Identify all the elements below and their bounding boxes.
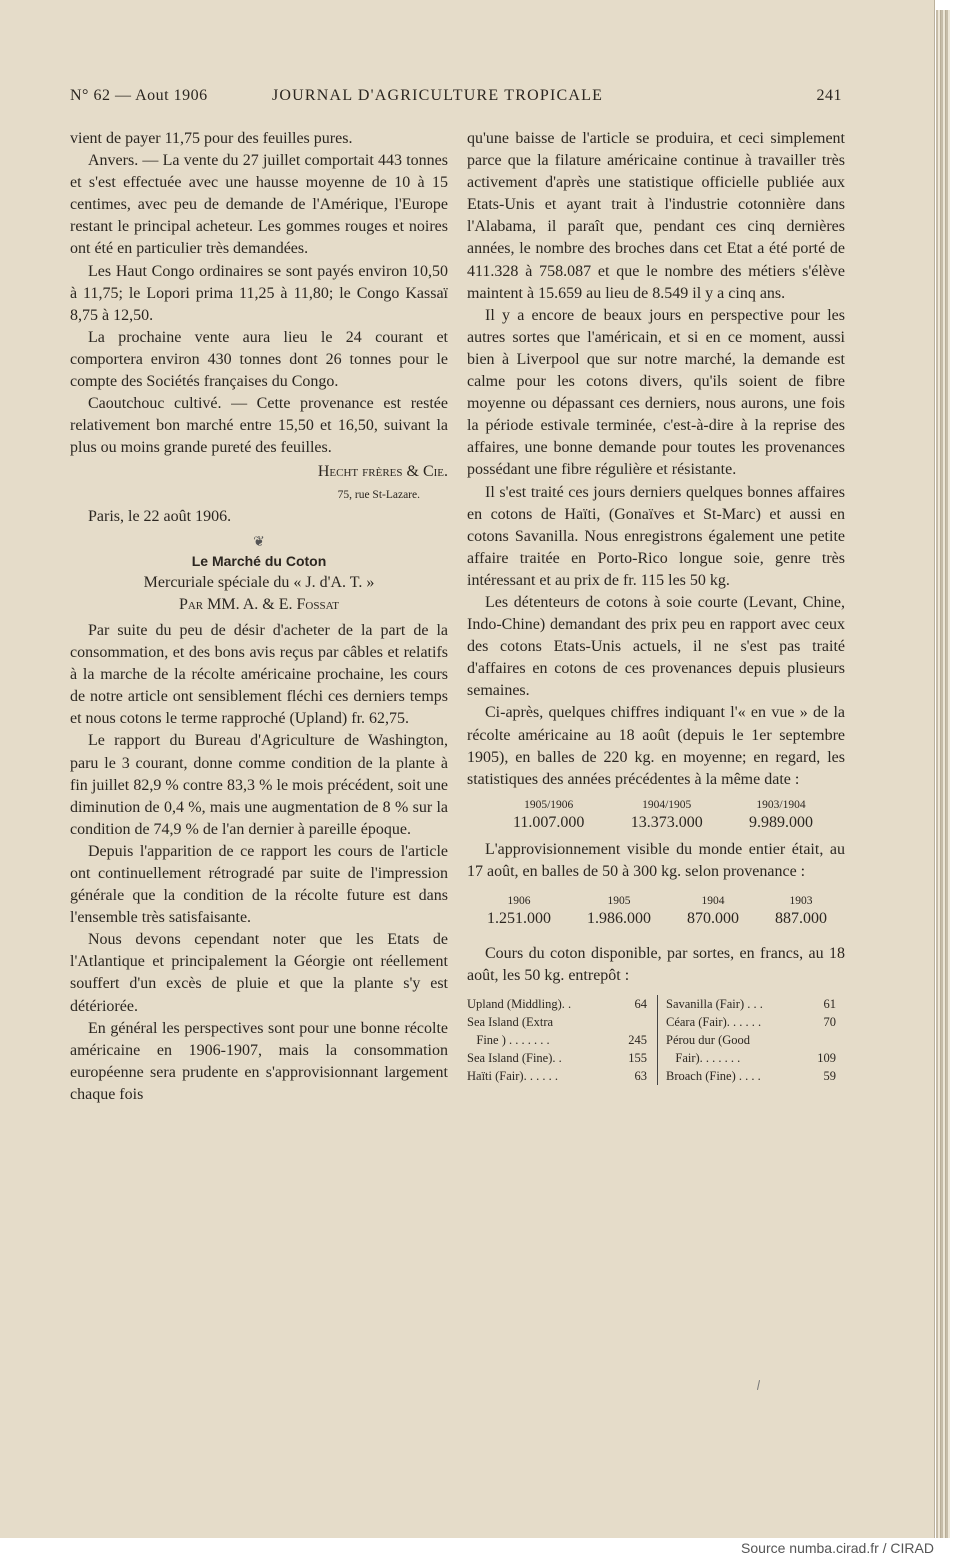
left-column bbox=[70, 128, 448, 1106]
stat-value: 887.000 bbox=[775, 910, 827, 927]
paragraph: qu'une baisse de l'article se produira, et ceci simplement parce que la filature américaine continue à travailler très activement d'après une statistique officielle publiée aux Etats-Unis et ayant trait à l'industrie cotonnière dans l'Alabama, il paraît que, pendant ces cinq dernières années, le nombre des broches dans cet Etat a été porté de 411.328 à 758.087 et que le nombre des métiers s'élève maintent à 15.659 au lieu de 8.549 il y a cinq ans. bbox=[467, 130, 845, 302]
stat-value: 1.251.000 bbox=[487, 910, 551, 927]
stat-year: 1905/1906 bbox=[524, 798, 574, 811]
cotton-grade: Sea Island (Extra bbox=[467, 1015, 554, 1030]
cotton-grade: Haïti (Fair). . . . . . bbox=[467, 1069, 558, 1084]
stat-year: 1906 bbox=[507, 895, 531, 907]
stat-value: 13.373.000 bbox=[630, 813, 703, 831]
stat-value: 1.986.000 bbox=[587, 910, 651, 927]
stat-year: 1904/1905 bbox=[642, 798, 692, 811]
paragraph: Par suite du peu de désir d'acheter de la part de la consommation, et des bons avis reçus par câbles et relatifs à la marche de la récolte américaine prochaine, les cours de notre article ont sensiblement fléchi ces derniers temps et nous cotons le terme rapproché (Upland) fr. 62,75. bbox=[70, 621, 448, 728]
cotton-grade: Fair). . . . . . . bbox=[666, 1051, 741, 1066]
journal-title: JOURNAL D'AGRICULTURE TROPICALE bbox=[272, 87, 604, 104]
cotton-grade: Savanilla (Fair) . . . bbox=[666, 997, 763, 1012]
price-value: 61 bbox=[823, 997, 836, 1012]
subtitle-mercuriale: Mercuriale spéciale du « J. d'A. T. » bbox=[143, 573, 375, 591]
cotton-grade: Broach (Fine) . . . . bbox=[666, 1069, 761, 1084]
stat-year: 1904 bbox=[701, 895, 725, 907]
running-header bbox=[66, 84, 846, 110]
paragraph: Les Haut Congo ordinaires se sont payés environ 10,50 à 11,75; le Lopori prima 11,25 à 11,80; le Congo Kassaï 8,75 à 12,50. bbox=[70, 262, 448, 324]
paragraph-anvers: Anvers. — La vente du 27 juillet comportait 443 tonnes et s'est effectuée avec une hausse moyenne de 10 à 15 centimes, avec peu de demande de l'Amérique, l'Europe restant le principal acheteur. Les gommes rouges et noires ont été en particulier très demandées. bbox=[70, 152, 448, 258]
source-caption: Source numba.cirad.fr / CIRAD bbox=[741, 1540, 934, 1556]
paragraph: En général les perspectives sont pour une bonne récolte américaine en 1906-1907, mais la consommation européenne sera prudente en s'approvisionnant largement chaque fois bbox=[70, 1019, 448, 1103]
cotton-grade: Céara (Fair). . . . . . bbox=[666, 1015, 762, 1030]
stat-year: 1905 bbox=[607, 895, 631, 907]
stat-cell bbox=[587, 893, 651, 929]
paragraph: La prochaine vente aura lieu le 24 courant et comportera environ 430 tonnes dont 26 tonnes pour le compte des Sociétés françaises du Congo. bbox=[70, 328, 448, 391]
cotton-grade: Upland (Middling). . bbox=[467, 997, 572, 1012]
stat-cell bbox=[687, 893, 739, 929]
price-row bbox=[467, 1013, 647, 1031]
price-value: 63 bbox=[634, 1069, 647, 1084]
stat-value: 11.007.000 bbox=[513, 813, 585, 831]
paragraph: Nous devons cependant noter que les Etats de l'Atlantique et principalement la Géorgie ont réellement souffert d'un excès de pluie et que la plante s'y est détériorée. bbox=[70, 931, 448, 1015]
stat-value: 9.989.000 bbox=[749, 813, 813, 831]
right-column bbox=[467, 128, 845, 1085]
price-list-left bbox=[467, 995, 647, 1085]
price-value: 59 bbox=[823, 1069, 836, 1084]
price-value: 155 bbox=[628, 1051, 647, 1066]
signature: Hecht frères & Cie. bbox=[317, 463, 448, 481]
price-row bbox=[666, 1013, 836, 1031]
price-row bbox=[467, 1049, 647, 1067]
crop-stats-table bbox=[513, 797, 813, 833]
price-row bbox=[467, 1067, 647, 1085]
price-value: 109 bbox=[817, 1051, 836, 1066]
dateline: Paris, le 22 août 1906. bbox=[88, 507, 232, 525]
page-fold-edge bbox=[936, 10, 950, 1538]
cotton-grade: Fine ) . . . . . . . bbox=[467, 1033, 550, 1048]
price-row bbox=[666, 1067, 836, 1085]
stat-cell bbox=[631, 797, 703, 833]
paragraph: vient de payer 11,75 pour des feuilles pures. bbox=[70, 130, 353, 147]
price-row bbox=[467, 995, 647, 1013]
stat-cell bbox=[487, 893, 551, 929]
subtitle-authors: Par MM. A. & E. Fossat bbox=[178, 595, 340, 613]
stat-cell bbox=[775, 893, 827, 929]
price-row bbox=[666, 1049, 836, 1067]
cotton-grade: Pérou dur (Good bbox=[666, 1033, 751, 1048]
supply-stats-table bbox=[487, 893, 827, 929]
stat-year: 1903/1904 bbox=[756, 798, 806, 811]
paragraph: Il y a encore de beaux jours en perspective pour les autres sortes que l'américain, et si en ce moment, aussi bien à Liverpool que sur notre marché, la demande est calme pour les cotons divers, qu'ils soient de fibre moyenne ou dépassant ces derniers, nous aurons, une fois la période estivale terminée, c'est-à-dire à la reprise des affaires, une bonne demande pour toutes les provenances possédant une fibre régulière et résistante. bbox=[467, 306, 845, 479]
price-row bbox=[666, 1031, 836, 1049]
paragraph-caoutchouc: Caoutchouc cultivé. — Cette provenance est restée relativement bon marché entre 15,50 et 16,50, suivant la plus ou moins grande pureté des feuilles. bbox=[70, 395, 448, 457]
paragraph: Les détenteurs de cotons à soie courte (Levant, Chine, Indo-Chine) demandant des prix peu en rapport avec ceux des cotons Etats-Unis actuels, il ne s'est pas traité d'affaires en cotons de ces provenances depuis plusieurs semaines. bbox=[467, 593, 845, 700]
paragraph: Depuis l'apparition de ce rapport les cours de l'article ont continuellement rétrogradé par suite de l'impression générale que la condition de la récolte future est dans l'ensemble très satisfaisante. bbox=[70, 842, 448, 927]
page-number: 241 bbox=[816, 87, 842, 104]
stat-cell bbox=[513, 797, 584, 833]
paragraph: Le rapport du Bureau d'Agriculture de Washington, paru le 3 courant, donne comme condition de la plante à fin juillet 82,9 % contre 83,3 % le mois précédent, soit une diminution de 0,4 %, mais une augmentation de 8 % sur la condition de 74,9 % de l'an dernier à pareille époque. bbox=[70, 732, 448, 838]
address: 75, rue St-Lazare. bbox=[337, 488, 420, 501]
stat-cell bbox=[749, 797, 813, 833]
price-list-right bbox=[657, 995, 836, 1085]
ornament-icon: ❦ bbox=[253, 534, 265, 550]
price-list bbox=[467, 995, 845, 1085]
paragraph: Ci-après, quelques chiffres indiquant l'« en vue » de la récolte américaine au 18 août (depuis le 1er septembre 1905), en balles de 220 kg. en moyenne; en regard, les statistiques des années précédentes à la même date : bbox=[467, 704, 845, 788]
stat-year: 1903 bbox=[789, 895, 813, 907]
paragraph: Il s'est traité ces jours derniers quelques bonnes affaires en cotons de Haïti, (Gonaïves et St-Marc) et aussi en cotons Savanilla. Nous enregistrons également une petite affaire traitée en Porto-Rico longue soie, genre très intéressant et au prix de fr. 115 les 50 kg. bbox=[467, 483, 845, 589]
paragraph: Cours du coton disponible, par sortes, en francs, au 18 août, les 50 kg. entrepôt : bbox=[467, 945, 845, 985]
price-row bbox=[666, 995, 836, 1013]
stat-value: 870.000 bbox=[687, 910, 739, 927]
issue-line: N° 62 — Aout 1906 bbox=[70, 87, 208, 104]
section-title: Le Marché du Coton bbox=[191, 552, 327, 569]
price-value: 70 bbox=[823, 1015, 836, 1030]
paragraph: L'approvisionnement visible du monde entier était, au 17 août, en balles de 50 à 300 kg. selon provenance : bbox=[467, 840, 845, 880]
cotton-grade: Sea Island (Fine). . bbox=[467, 1051, 562, 1066]
price-value: 64 bbox=[634, 997, 647, 1012]
price-value: 245 bbox=[628, 1033, 647, 1048]
price-row bbox=[467, 1031, 647, 1049]
